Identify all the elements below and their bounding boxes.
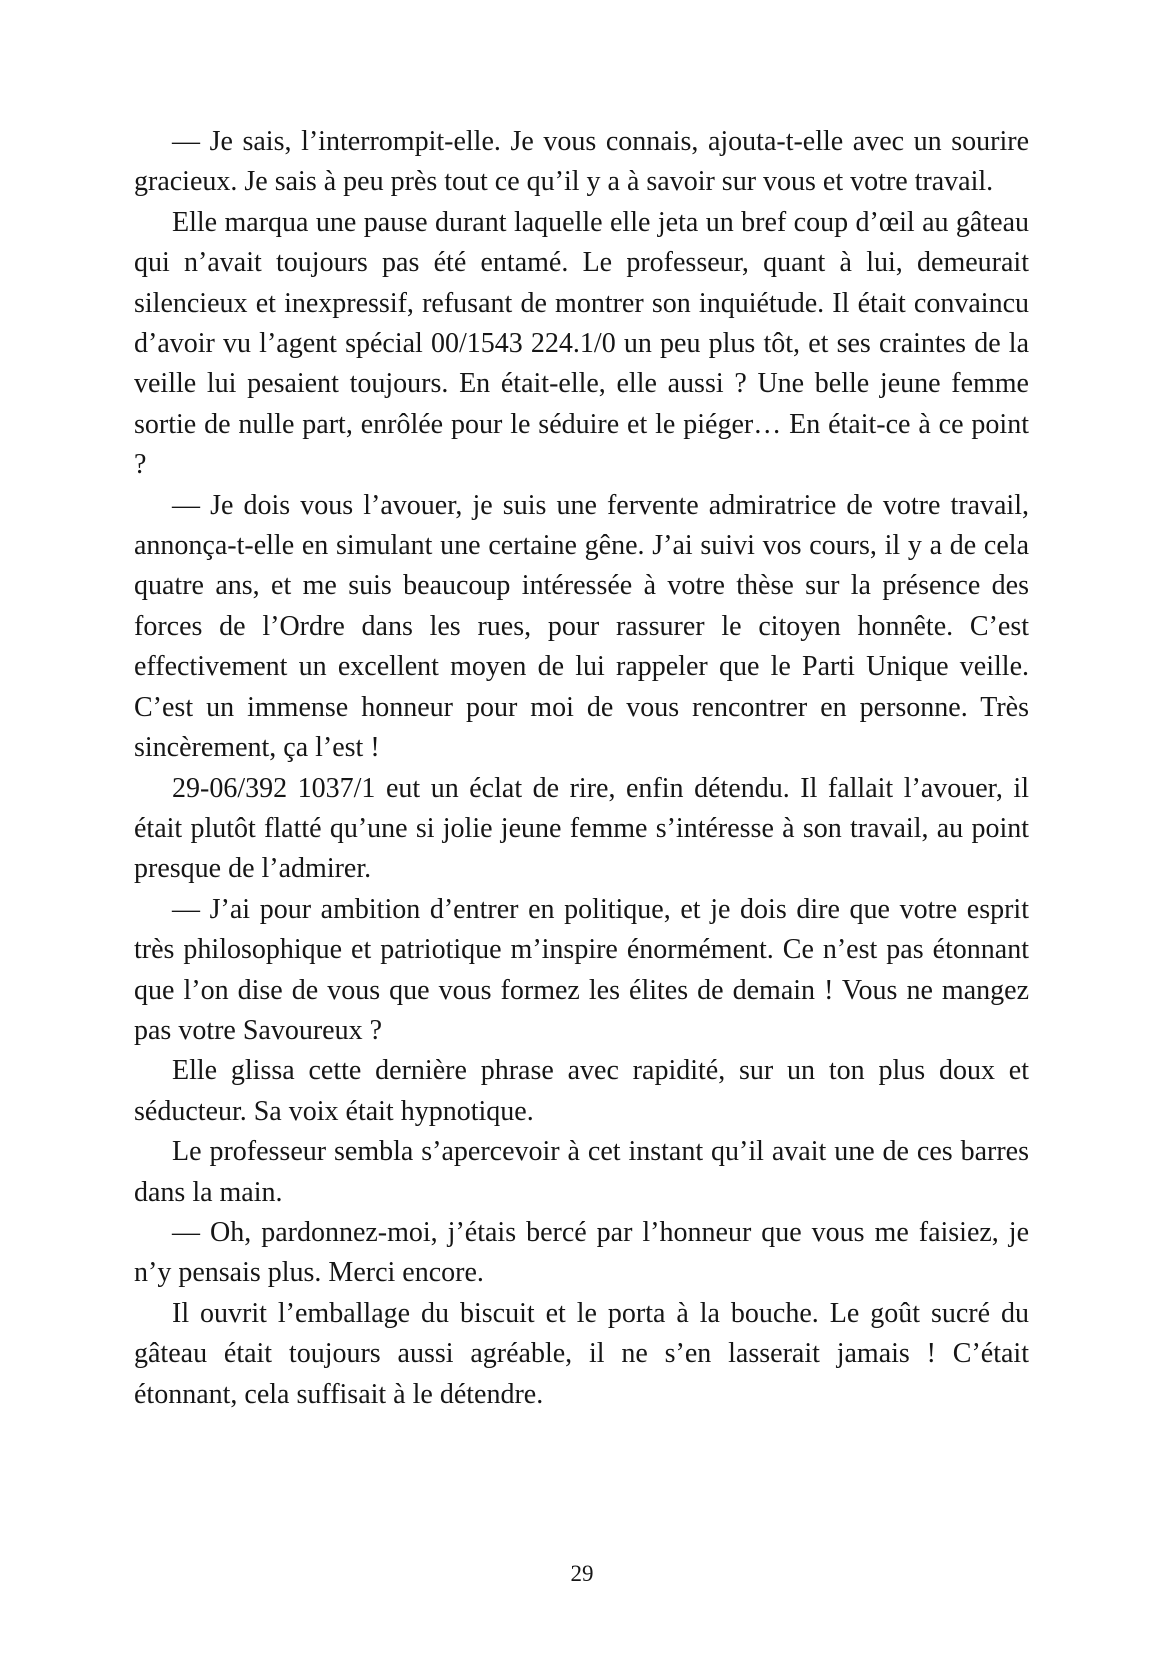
- page-body: [134, 122, 1029, 1415]
- paragraph: Elle glissa cette dernière phrase avec rapidité, sur un ton plus doux et séducteur. Sa voix était hypnotique.: [134, 1055, 1029, 1127]
- paragraph: Elle marqua une pause durant laquelle elle jeta un bref coup d’œil au gâteau qui n’avait toujours pas été entamé. Le professeur, quant à lui, demeurait silencieux et inexpressif, refusant de montrer son inquiétude. Il était convaincu d’avoir vu l’agent spécial 00/1543 224.1/0 un peu plus tôt, et ses craintes de la veille lui pesaient toujours. En était-elle, elle aussi ? Une belle jeune femme sortie de nulle part, enrôlée pour le séduire et le piéger… En était-ce à ce point ?: [134, 206, 1029, 481]
- paragraph: 29-06/392 1037/1 eut un éclat de rire, enfin détendu. Il fallait l’avouer, il était plutôt flatté qu’une si jolie jeune femme s’intéresse à son travail, au point presque de l’admirer.: [134, 772, 1029, 885]
- paragraph: — Je dois vous l’avouer, je suis une fervente admiratrice de votre travail, annonça-t-elle en simulant une certaine gêne. J’ai suivi vos cours, il y a de cela quatre ans, et me suis beaucoup intéressée à votre thèse sur la présence des forces de l’Ordre dans les rues, pour rassurer le citoyen honnête. C’est effectivement un excellent moyen de lui rappeler que le Parti Unique veille. C’est un immense honneur pour moi de vous rencontrer en personne. Très sincèrement, ça l’est !: [134, 489, 1029, 764]
- page-number: 29: [570, 1561, 594, 1586]
- paragraph: — Je sais, l’interrompit-elle. Je vous connais, ajouta-t-elle avec un sourire gracieux. Je sais à peu près tout ce qu’il y a à savoir sur vous et votre travail.: [134, 126, 1029, 198]
- paragraph: Le professeur sembla s’apercevoir à cet instant qu’il avait une de ces barres dans la main.: [134, 1136, 1029, 1208]
- paragraph: — J’ai pour ambition d’entrer en politique, et je dois dire que votre esprit très philosophique et patriotique m’inspire énormément. Ce n’est pas étonnant que l’on dise de vous que vous formez les élites de demain ! Vous ne mangez pas votre Savoureux ?: [134, 893, 1029, 1046]
- paragraph: Il ouvrit l’emballage du biscuit et le porta à la bouche. Le goût sucré du gâteau était toujours aussi agréable, il ne s’en lasserait jamais ! C’était étonnant, cela suffisait à le détendre.: [134, 1297, 1029, 1410]
- paragraph: — Oh, pardonnez-moi, j’étais bercé par l’honneur que vous me faisiez, je n’y pensais plus. Merci encore.: [134, 1216, 1029, 1289]
